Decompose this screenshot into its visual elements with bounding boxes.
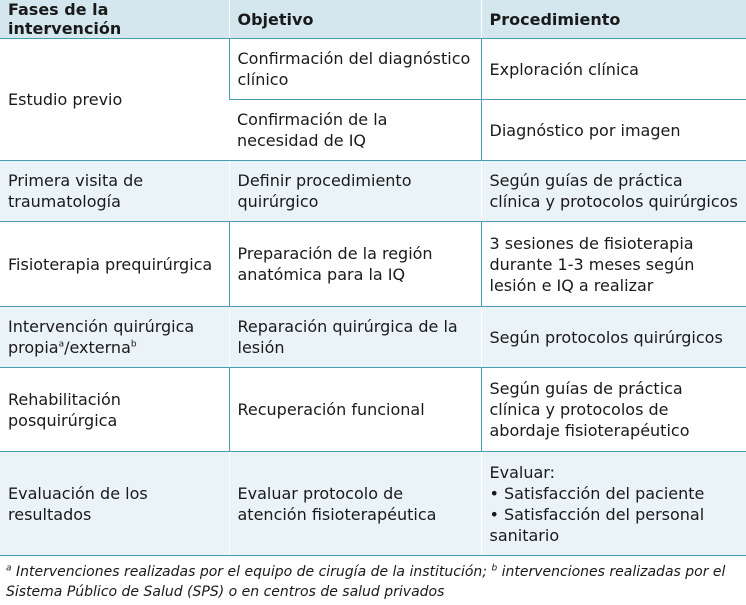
header-objective: Objetivo (229, 0, 481, 39)
objective-cell: Preparación de la región anatómica para la IQ (229, 222, 481, 307)
table-row (0, 368, 746, 452)
procedure-cell (481, 452, 746, 556)
table-footnote (0, 556, 746, 602)
procedure-cell: Diagnóstico por imagen (481, 100, 746, 161)
table-row (0, 161, 746, 222)
procedure-cell: 3 sesiones de fisioterapia durante 1-3 meses según lesión e IQ a realizar (481, 222, 746, 307)
footnote-text-a: Intervenciones realizadas por el equipo de cirugía de la institución; (11, 564, 492, 580)
table-header (0, 0, 746, 39)
procedure-bullet: • Satisfacción del paciente (489, 483, 705, 503)
objective-cell: Definir procedimiento quirúrgico (229, 161, 481, 222)
footnote-ref-a: a (58, 339, 65, 350)
objective-cell: Confirmación del diagnóstico clínico (229, 39, 481, 100)
procedure-cell: Según protocolos quirúrgicos (481, 307, 746, 368)
procedure-cell: Según guías de práctica clínica y protocolos de abordaje fisioterapéutico (481, 368, 746, 452)
phase-cell: Evaluación de los resultados (0, 452, 229, 556)
phase-text-part1: Intervención quirúrgica propia (8, 317, 195, 357)
objective-cell: Evaluar protocolo de atención fisioterapéutica (229, 452, 481, 556)
table-row (0, 307, 746, 368)
phase-cell (0, 307, 229, 368)
procedure-cell: Según guías de práctica clínica y protocolos quirúrgicos (481, 161, 746, 222)
footnote-text-b: intervenciones realizadas por el Sistema Público de Salud (SPS) o en centros de salud privados (6, 564, 726, 600)
procedure-cell: Exploración clínica (481, 39, 746, 100)
phase-cell: Fisioterapia prequirúrgica (0, 222, 229, 307)
objective-cell: Recuperación funcional (229, 368, 481, 452)
phase-cell: Estudio previo (0, 39, 229, 161)
phase-text-part2: /externa (64, 338, 131, 357)
header-row (0, 0, 746, 39)
phase-cell: Rehabilitación posquirúrgica (0, 368, 229, 452)
objective-cell: Reparación quirúrgica de la lesión (229, 307, 481, 368)
table-row (0, 452, 746, 556)
phase-cell: Primera visita de traumatología (0, 161, 229, 222)
header-procedure: Procedimiento (481, 0, 746, 39)
header-phases: Fases de la intervención (0, 0, 229, 39)
procedure-bullet: • Satisfacción del personal sanitario (489, 504, 705, 545)
objective-cell: Confirmación de la necesidad de IQ (229, 100, 481, 161)
table-row (0, 222, 746, 307)
footnote-ref-b: b (130, 339, 137, 350)
footnote-mark-b: b (491, 563, 498, 574)
table-row (0, 39, 746, 100)
footnote-mark-a: a (6, 563, 12, 574)
table-body (0, 39, 746, 556)
procedure-intro: Evaluar: (489, 462, 555, 482)
